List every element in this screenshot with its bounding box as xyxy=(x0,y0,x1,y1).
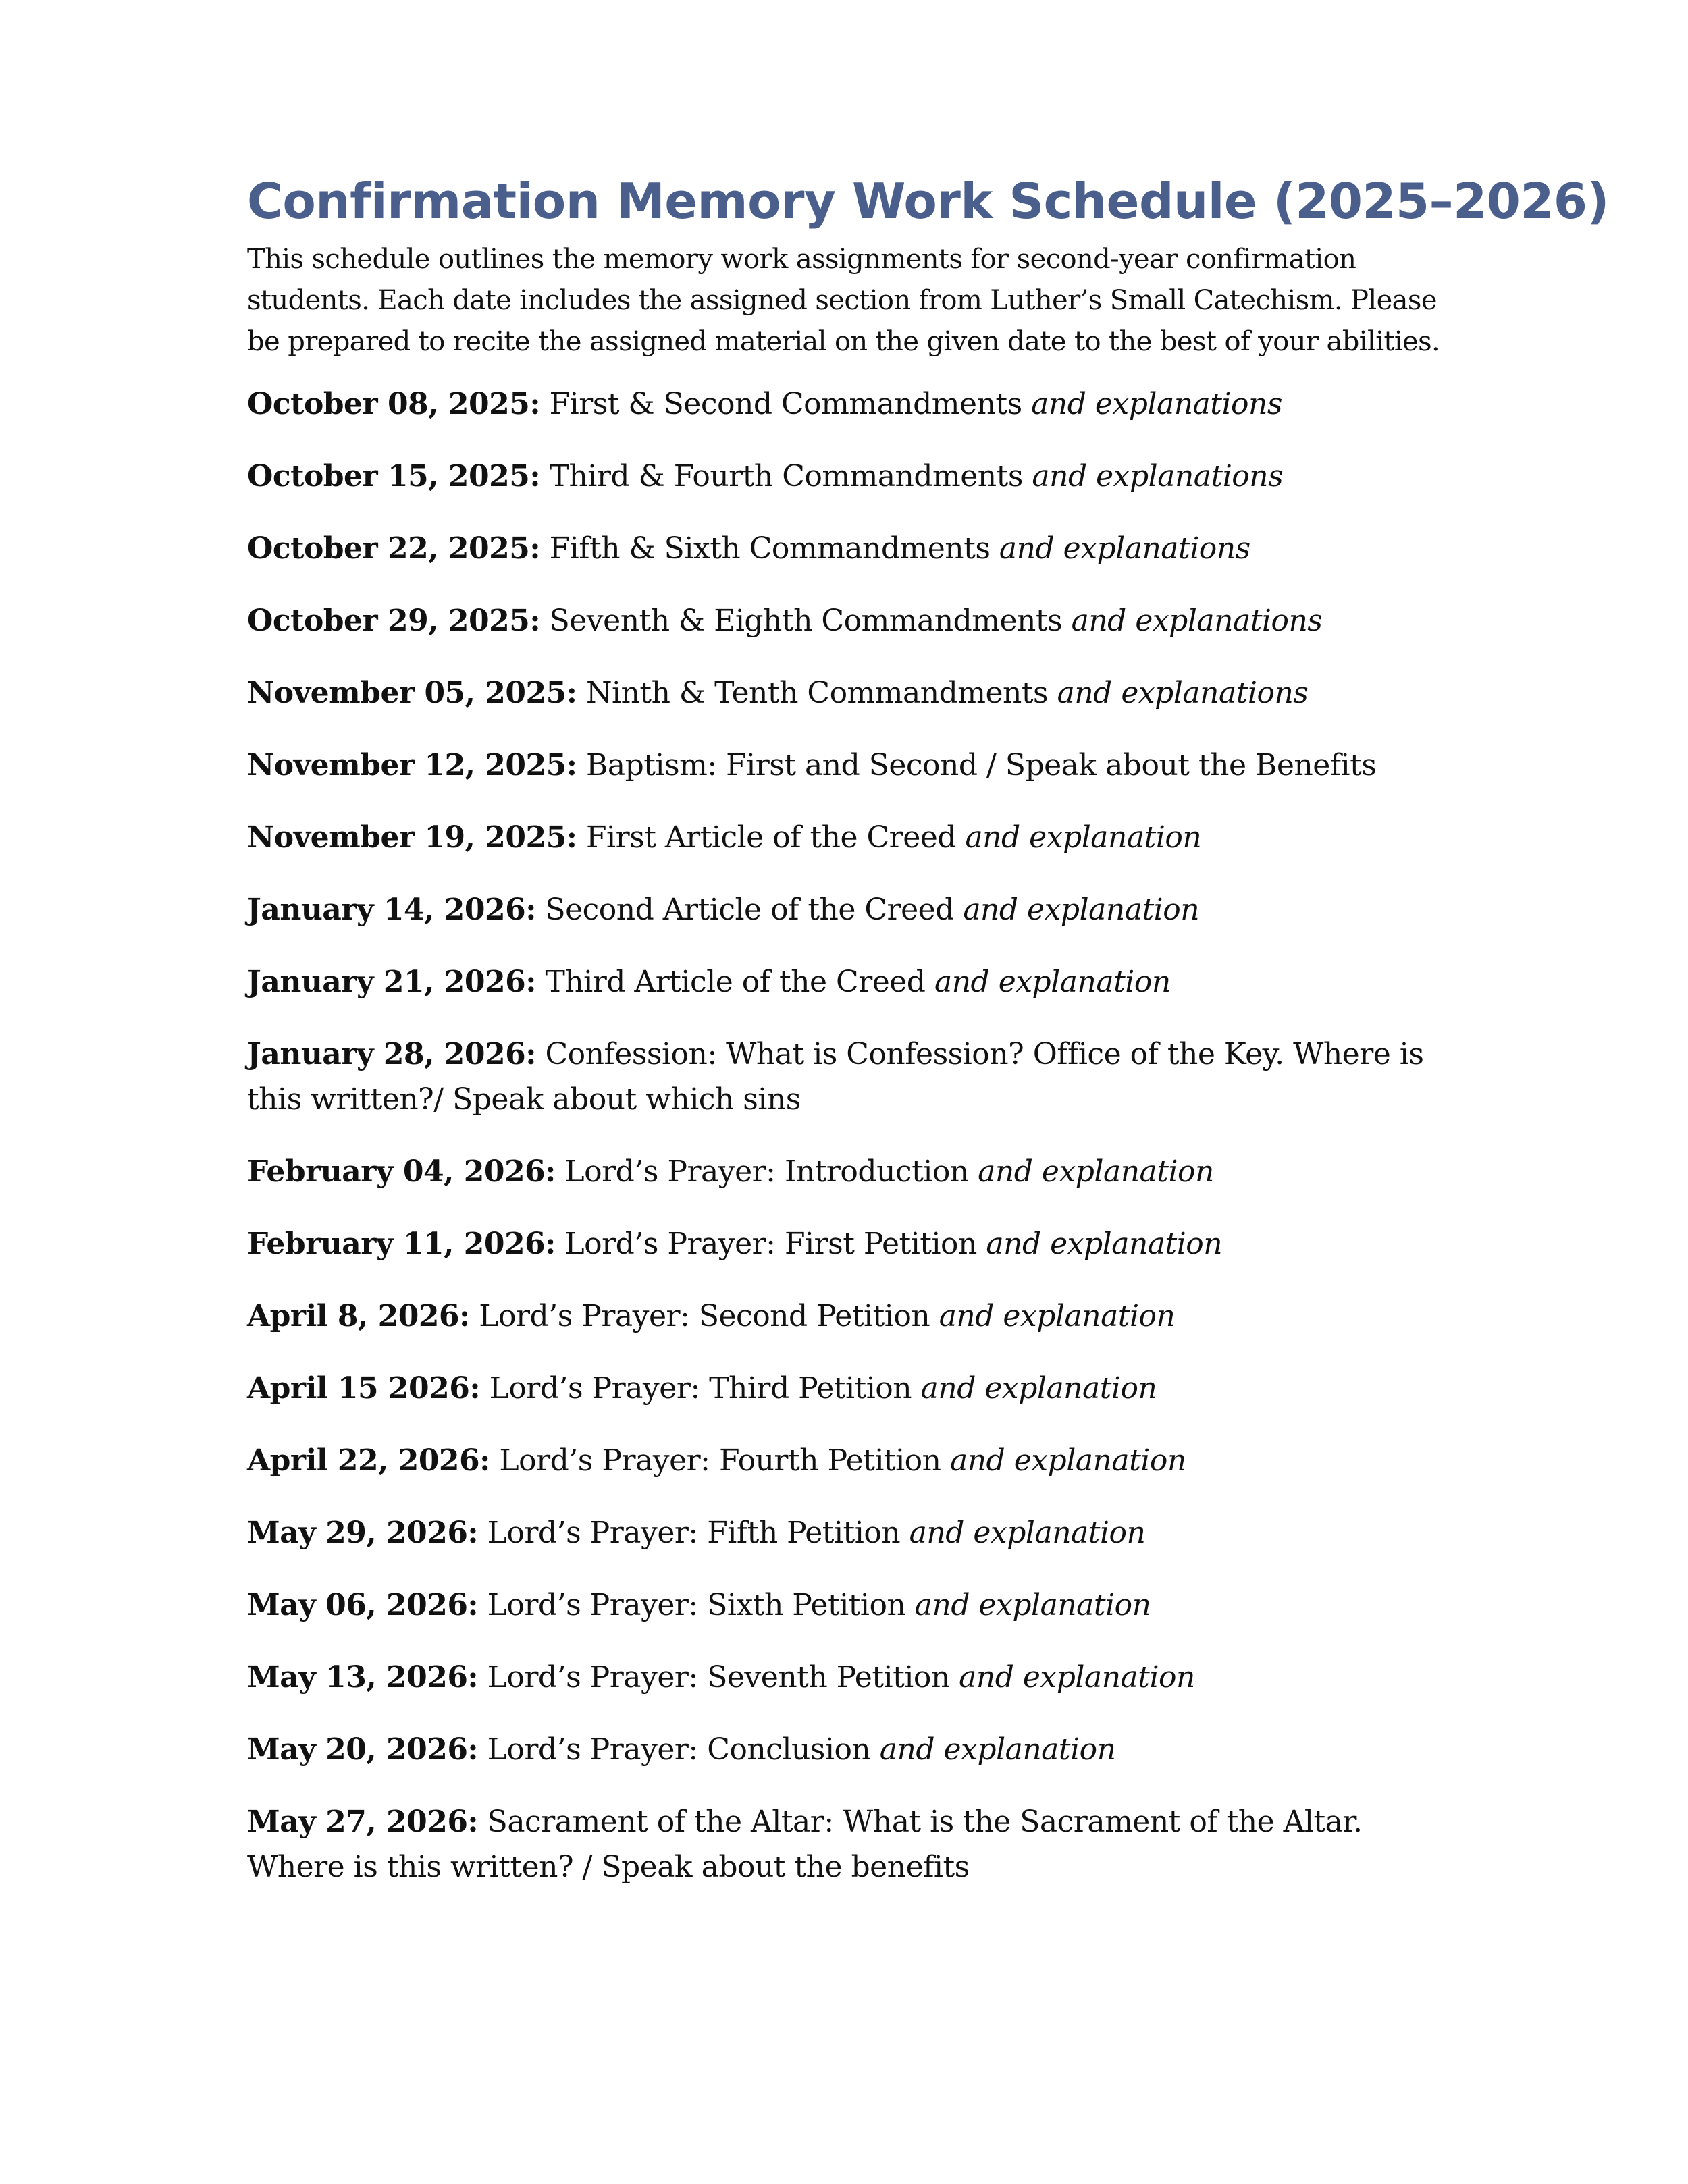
schedule-entry xyxy=(247,1799,1449,1890)
entry-date: October 22, 2025: xyxy=(247,531,541,566)
entry-text: Third & Fourth Commandments xyxy=(549,459,1023,494)
schedule-entry xyxy=(247,743,1449,788)
entry-emphasis: and explanation xyxy=(959,1660,1195,1695)
schedule-entry xyxy=(247,1294,1449,1339)
entry-date: May 20, 2026: xyxy=(247,1732,479,1767)
schedule-entry xyxy=(247,1582,1449,1628)
schedule-entry xyxy=(247,959,1449,1005)
entry-emphasis: and explanations xyxy=(1032,459,1284,494)
schedule-entry xyxy=(247,1655,1449,1700)
entry-emphasis: and explanation xyxy=(978,1154,1214,1189)
entry-emphasis: and explanation xyxy=(963,893,1200,927)
entry-emphasis: and explanation xyxy=(909,1516,1146,1550)
entry-emphasis: and explanation xyxy=(949,1443,1186,1478)
entry-text: Lord’s Prayer: Seventh Petition xyxy=(487,1660,950,1695)
entry-date: April 22, 2026: xyxy=(247,1443,490,1478)
entry-text: Lord’s Prayer: Fifth Petition xyxy=(487,1516,901,1550)
schedule-entry xyxy=(247,1032,1449,1122)
entry-date: May 27, 2026: xyxy=(247,1805,479,1839)
entry-emphasis: and explanation xyxy=(920,1371,1157,1406)
entry-text: First & Second Commandments xyxy=(549,387,1022,421)
entry-date: October 08, 2025: xyxy=(247,387,541,421)
entry-emphasis: and explanations xyxy=(1071,604,1323,638)
schedule-entry xyxy=(247,1727,1449,1772)
entry-date: November 19, 2025: xyxy=(247,820,577,855)
entry-emphasis: and explanations xyxy=(999,531,1250,566)
entry-date: October 29, 2025: xyxy=(247,604,541,638)
entry-date: February 04, 2026: xyxy=(247,1154,556,1189)
schedule-entry xyxy=(247,1438,1449,1483)
intro-paragraph: This schedule outlines the memory work assignments for second-year confirmation students. Each date includes the assigned section from Luther’s Small Catechism. Please be prepared to recite the assigned material on the given date to the best of your abilities. xyxy=(247,244,1440,357)
entry-date: November 05, 2025: xyxy=(247,676,577,710)
schedule-entry xyxy=(247,454,1449,499)
entry-date: October 15, 2025: xyxy=(247,459,541,494)
entry-text: Ninth & Tenth Commandments xyxy=(586,676,1049,710)
document-page xyxy=(247,167,1609,1917)
entry-text: Third Article of the Creed xyxy=(545,965,926,999)
entry-text: Lord’s Prayer: Fourth Petition xyxy=(499,1443,941,1478)
entry-text: Baptism: First and Second / Speak about the Benefits xyxy=(586,748,1377,782)
entry-text: Fifth & Sixth Commandments xyxy=(549,531,991,566)
entry-date: January 14, 2026: xyxy=(247,893,536,927)
entry-date: April 15 2026: xyxy=(247,1371,481,1406)
entry-date: April 8, 2026: xyxy=(247,1299,470,1333)
entry-emphasis: and explanations xyxy=(1031,387,1282,421)
entry-emphasis: and explanation xyxy=(986,1227,1223,1261)
entry-text: Confession: What is Confession? Office of the Key. Where is this written?/ Speak about which sins xyxy=(247,1037,1424,1117)
entry-text: Lord’s Prayer: Conclusion xyxy=(487,1732,871,1767)
entry-date: May 06, 2026: xyxy=(247,1588,479,1622)
entry-date: May 29, 2026: xyxy=(247,1516,479,1550)
entry-emphasis: and explanation xyxy=(934,965,1171,999)
schedule-entry xyxy=(247,1366,1449,1411)
schedule-entry xyxy=(247,815,1449,860)
schedule-entry xyxy=(247,1149,1449,1194)
entry-date: January 28, 2026: xyxy=(247,1037,536,1071)
schedule-entry xyxy=(247,1221,1449,1267)
entry-date: February 11, 2026: xyxy=(247,1227,556,1261)
schedule-entry xyxy=(247,526,1449,571)
entry-text: Lord’s Prayer: Introduction xyxy=(564,1154,969,1189)
schedule-entry xyxy=(247,670,1449,716)
schedule-list xyxy=(247,381,1449,1890)
entry-text: Second Article of the Creed xyxy=(545,893,954,927)
entry-date: May 13, 2026: xyxy=(247,1660,479,1695)
entry-text: Lord’s Prayer: Third Petition xyxy=(489,1371,912,1406)
entry-date: January 21, 2026: xyxy=(247,965,536,999)
entry-text: Lord’s Prayer: Sixth Petition xyxy=(487,1588,906,1622)
schedule-entry xyxy=(247,1510,1449,1555)
entry-text: Lord’s Prayer: First Petition xyxy=(564,1227,977,1261)
entry-text: Lord’s Prayer: Second Petition xyxy=(479,1299,930,1333)
entry-text: First Article of the Creed xyxy=(586,820,956,855)
schedule-entry xyxy=(247,887,1449,932)
entry-text: Sacrament of the Altar: What is the Sacrament of the Altar. Where is this written? / Speak about the benefits xyxy=(247,1805,1363,1884)
entry-text: Seventh & Eighth Commandments xyxy=(549,604,1063,638)
entry-emphasis: and explanation xyxy=(914,1588,1151,1622)
schedule-entry xyxy=(247,381,1449,427)
entry-date: November 12, 2025: xyxy=(247,748,577,782)
entry-emphasis: and explanation xyxy=(879,1732,1116,1767)
schedule-entry xyxy=(247,598,1449,643)
entry-emphasis: and explanation xyxy=(939,1299,1176,1333)
document-title: Confirmation Memory Work Schedule (2025–2026) xyxy=(247,173,1609,230)
entry-emphasis: and explanations xyxy=(1057,676,1309,710)
entry-emphasis: and explanation xyxy=(965,820,1202,855)
